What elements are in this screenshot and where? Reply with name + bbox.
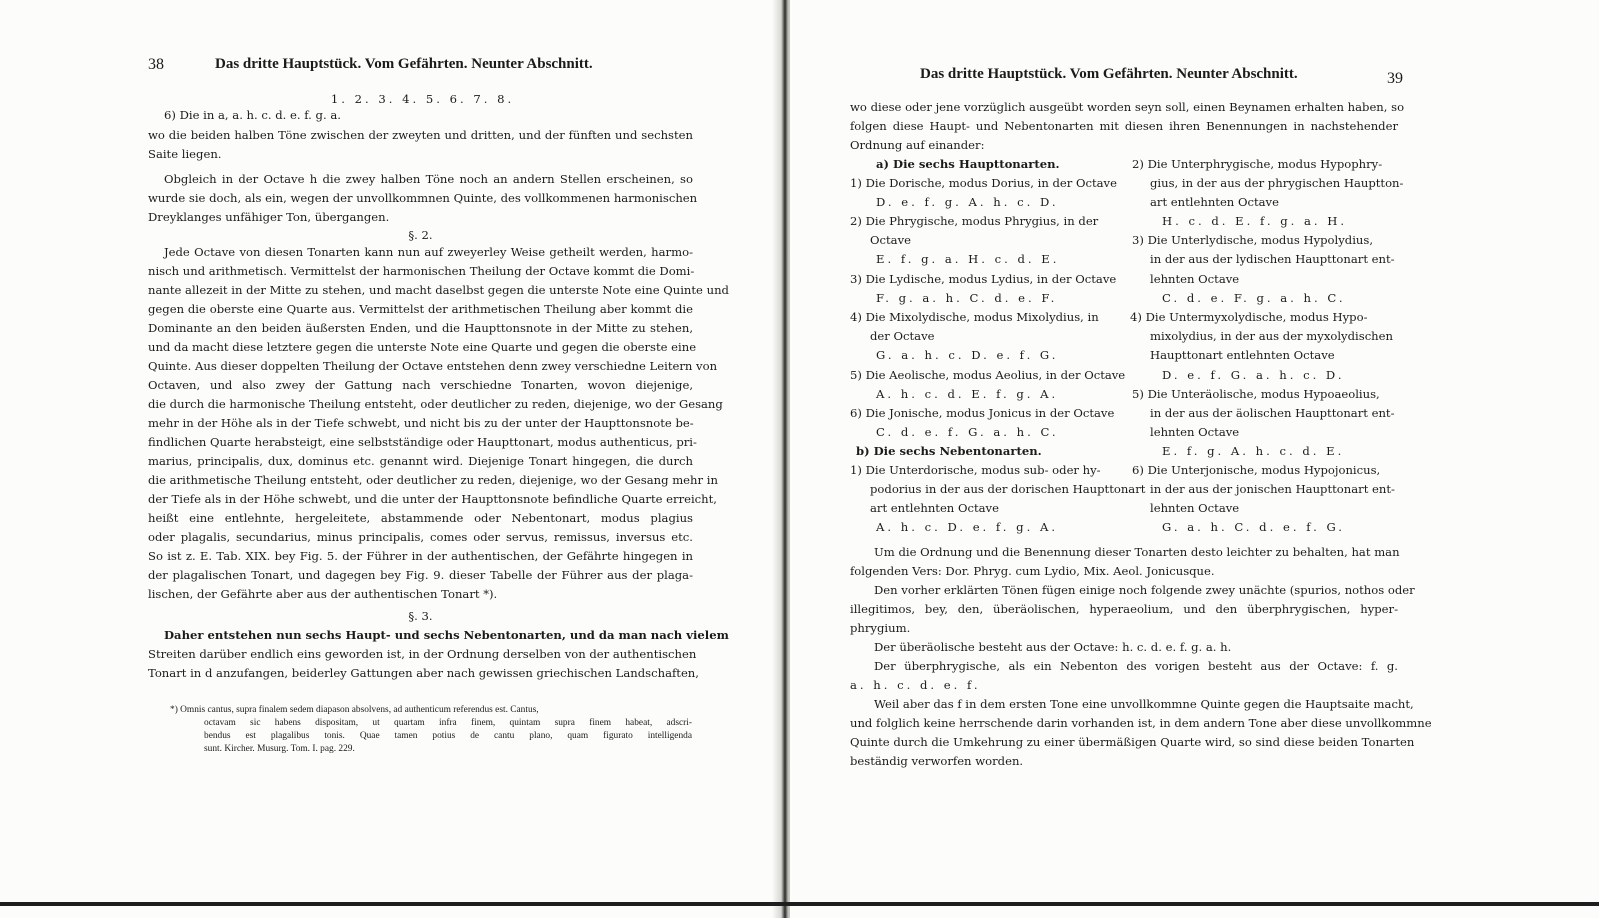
list-item: lehnten Octave — [1150, 272, 1240, 286]
list-item: Octave — [870, 233, 911, 247]
octave-notes: F. g. a. h. C. d. e. F. — [876, 291, 1058, 305]
text-line: Obgleich in der Octave h die zwey halben Töne noch an andern Stellen erscheinen, so — [164, 172, 693, 186]
list-item: art entlehnten Octave — [870, 501, 999, 515]
list-item: 1) Die Dorische, modus Dorius, in der Octave — [850, 176, 1117, 190]
list-item: 3) Die Lydische, modus Lydius, in der Octave — [850, 272, 1117, 286]
text-line: wurde sie doch, als ein, wegen der unvollkommnen Quinte, des vollkommenen harmonischen — [148, 191, 698, 205]
text-line: Dreyklanges unfähiger Ton, übergangen. — [148, 210, 390, 224]
list-item: mixolydius, in der aus der myxolydischen — [1150, 329, 1393, 343]
octave-notes: A. h. c. D. e. f. g. A. — [876, 520, 1059, 534]
text-line: wo die beiden halben Töne zwischen der zweyten und dritten, und der fünften und sechsten — [148, 128, 693, 142]
text-line: Den vorher erklärten Tönen fügen einige noch folgende zwey unächte (spurios, nothos oder — [874, 583, 1415, 597]
list-item: lehnten Octave — [1150, 501, 1240, 515]
list-item: 3) Die Unterlydische, modus Hypolydius, — [1132, 233, 1374, 247]
list-item: in der aus der äolischen Haupttonart ent- — [1150, 406, 1395, 420]
octave-notes: H. c. d. E. f. g. a. H. — [1162, 214, 1348, 228]
running-header: Das dritte Hauptstück. Vom Gefährten. Neunter Abschnitt. — [215, 56, 593, 72]
list-item: 6) Die Jonische, modus Jonicus in der Octave — [850, 406, 1115, 420]
text-line: lischen, der Gefährte aber aus der authentischen Tonart *). — [148, 587, 498, 601]
text-line: Ordnung auf einander: — [850, 138, 985, 152]
list-item: der Octave — [870, 329, 935, 343]
list-item: 6) Die Unterjonische, modus Hypojonicus, — [1132, 463, 1381, 477]
list-item: art entlehnten Octave — [1150, 195, 1279, 209]
text-line: gegen die oberste eine Quarte aus. Vermittelst der arithmetischen Theilung aber kommt die — [148, 302, 693, 316]
text-line: mehr in der Höhe als in der Tiefe schwebt, und nicht bis zu der unter der Haupttonsnote be- — [148, 416, 694, 430]
text-line: phrygium. — [850, 621, 911, 635]
section-heading: §. 3. — [408, 609, 433, 623]
list-item: in der aus der jonischen Haupttonart ent- — [1150, 482, 1395, 496]
octave-notes: C. d. e. F. g. a. h. C. — [1162, 291, 1346, 305]
text-line: So ist z. E. Tab. XIX. bey Fig. 5. der Führer in der authentischen, der Gefährte hingegen in — [148, 549, 693, 563]
footnote-line: octavam sic habens dispositam, ut quartam infra finem, quintam supra finem habeat, adscri- — [204, 718, 692, 728]
text-line: oder plagalis, secundarius, minus principalis, comes oder servus, remissus, inversus etc. — [148, 530, 693, 544]
right-page — [790, 0, 1599, 918]
text-line: findlichen Quarte herabsteigt, eine selbstständige oder Haupttonart, modus authenticus, pri- — [148, 435, 697, 449]
text-line: Quinte durch die Umkehrung zu einer übermäßigen Quarte wird, so sind diese beiden Tonarten — [850, 735, 1415, 749]
list-item: lehnten Octave — [1150, 425, 1240, 439]
octave-notes: D. e. f. G. a. h. c. D. — [1162, 368, 1345, 382]
list-item: Haupttonart entlehnten Octave — [1150, 348, 1335, 362]
text-line: folgen diese Haupt- und Nebentonarten mit diesen ihren Benennungen in nachstehender — [850, 119, 1398, 133]
page-number: 38 — [148, 56, 164, 73]
scale-degree-numbers: 1. 2. 3. 4. 5. 6. 7. 8. — [330, 92, 515, 106]
text-line: und folglich keine herrschende darin vorhanden ist, in dem andern Tone aber diese unvollkommne — [850, 716, 1432, 730]
octave-notes: E. f. g. a. H. c. d. E. — [876, 252, 1060, 266]
octave-notes: E. f. g. A. h. c. d. E. — [1162, 444, 1345, 458]
text-line: der plagalischen Tonart, und dagegen bey Fig. 9. dieser Tabelle der Führer aus der plaga- — [148, 568, 693, 582]
text-line: nisch und arithmetisch. Vermittelst der harmonischen Theilung der Octave kommt die Domi- — [148, 264, 695, 278]
list-item: podorius in der aus der dorischen Haupttonart — [870, 482, 1146, 496]
text-line: Der überäolische besteht aus der Octave: h. c. d. e. f. g. a. h. — [874, 640, 1232, 654]
footnote-line: *) Omnis cantus, supra finalem sedem diapason absolvens, ad authenticum referendus est. Cantus, — [170, 705, 539, 715]
list-heading: a) Die sechs Haupttonarten. — [876, 157, 1060, 171]
text-line: Jede Octave von diesen Tonarten kann nun auf zweyerley Weise getheilt werden, harmo- — [164, 245, 693, 259]
list-item: 1) Die Unterdorische, modus sub- oder hy- — [850, 463, 1101, 477]
text-line: Quinte. Aus dieser doppelten Theilung der Octave entstehen denn zwey verschiedne Leitern von — [148, 359, 718, 373]
text-line: Weil aber das f in dem ersten Tone eine unvollkommne Quinte gegen die Hauptsaite macht, — [874, 697, 1414, 711]
text-line: die arithmetische Theilung entsteht, oder deutlicher zu reden, diejenige, wo der Gesang mehr in — [148, 473, 718, 487]
list-item: in der aus der lydischen Haupttonart ent- — [1150, 252, 1395, 266]
list-item: 4) Die Mixolydische, modus Mixolydius, in — [850, 310, 1099, 324]
list-item: 5) Die Unteräolische, modus Hypoaeolius, — [1132, 387, 1380, 401]
scan-edge-rule — [0, 902, 1599, 906]
text-line: heißt eine entlehnte, hergeleitete, abstammende oder Nebentonart, modus plagius — [148, 511, 693, 525]
list-item: 5) Die Aeolische, modus Aeolius, in der Octave — [850, 368, 1126, 382]
text-line: wo diese oder jene vorzüglich ausgeübt worden seyn soll, einen Beynamen erhalten haben, so — [850, 100, 1405, 114]
octave-notes: G. a. h. c. D. e. f. G. — [876, 348, 1059, 362]
text-line: nante allezeit in der Mitte zu stehen, und macht daselbst gegen die unterste Note eine Quinte und — [148, 283, 729, 297]
text-line: Dominante an den beiden äußersten Enden, und die Haupttonsnote in der Mitte zu stehen, — [148, 321, 693, 335]
octave-notes: G. a. h. C. d. e. f. G. — [1162, 520, 1345, 534]
list-item: 4) Die Untermyxolydische, modus Hypo- — [1130, 310, 1368, 324]
page-number: 39 — [1387, 70, 1403, 87]
footnote-line: bendus est plagalibus tonis. Quae tamen potius de cantu plano, quam figurato intelligenda — [204, 731, 692, 741]
footnote-line: sunt. Kircher. Musurg. Tom. I. pag. 229. — [204, 744, 355, 754]
text-line: folgenden Vers: Dor. Phryg. cum Lydio, Mix. Aeol. Jonicusque. — [850, 564, 1215, 578]
text-line: Der überphrygische, als ein Nebenton des vorigen besteht aus der Octave: f. g. — [874, 659, 1398, 673]
list-item: 2) Die Unterphrygische, modus Hypophry- — [1132, 157, 1383, 171]
text-line: und da macht diese letztere gegen die unterste Note eine Quarte und gegen die oberste eine — [148, 340, 697, 354]
text-line: Streiten darüber endlich eins geworden ist, in der Ordnung derselben von der authentischen — [148, 647, 697, 661]
text-line: Saite liegen. — [148, 147, 222, 161]
octave-notes: D. e. f. g. A. h. c. D. — [876, 195, 1059, 209]
text-line: Octaven, und also zwey der Gattung nach verschiedne Tonarten, wovon diejenige, — [148, 378, 693, 392]
text-line: marius, principalis, dux, dominus etc. genannt wird. Diejenige Tonart hingegen, die durch — [148, 454, 693, 468]
text-line: die durch die harmonische Theilung entsteht, oder deutlicher zu reden, diejenige, wo der Gesang — [148, 397, 723, 411]
list-item: gius, in der aus der phrygischen Hauptton- — [1150, 176, 1404, 190]
octave-notes: a. h. c. d. e. f. — [850, 678, 981, 692]
text-line: beständig verworfen worden. — [850, 754, 1024, 768]
list-item: 2) Die Phrygische, modus Phrygius, in der — [850, 214, 1099, 228]
text-line: 6) Die in a, a. h. c. d. e. f. g. a. — [164, 108, 341, 122]
text-line: illegitimos, bey, den, überäolischen, hyperaeolium, und den überphrygischen, hyper- — [850, 602, 1398, 616]
running-header: Das dritte Hauptstück. Vom Gefährten. Neunter Abschnitt. — [920, 66, 1298, 82]
text-line: der Tiefe als in der Höhe schwebt, und die unter der Haupttonsnote befindliche Quarte erreicht, — [148, 492, 717, 506]
octave-notes: C. d. e. f. G. a. h. C. — [876, 425, 1059, 439]
text-line: Um die Ordnung und die Benennung dieser Tonarten desto leichter zu behalten, hat man — [874, 545, 1400, 559]
text-line: Daher entstehen nun sechs Haupt- und sechs Nebentonarten, und da man nach vielem — [164, 628, 729, 642]
text-line: Tonart in d anzufangen, beiderley Gattungen aber nach gewissen griechischen Landschaften, — [148, 666, 699, 680]
octave-notes: A. h. c. d. E. f. g. A. — [876, 387, 1059, 401]
section-heading: §. 2. — [408, 228, 433, 242]
left-page — [0, 0, 780, 918]
list-heading: b) Die sechs Nebentonarten. — [856, 444, 1042, 458]
